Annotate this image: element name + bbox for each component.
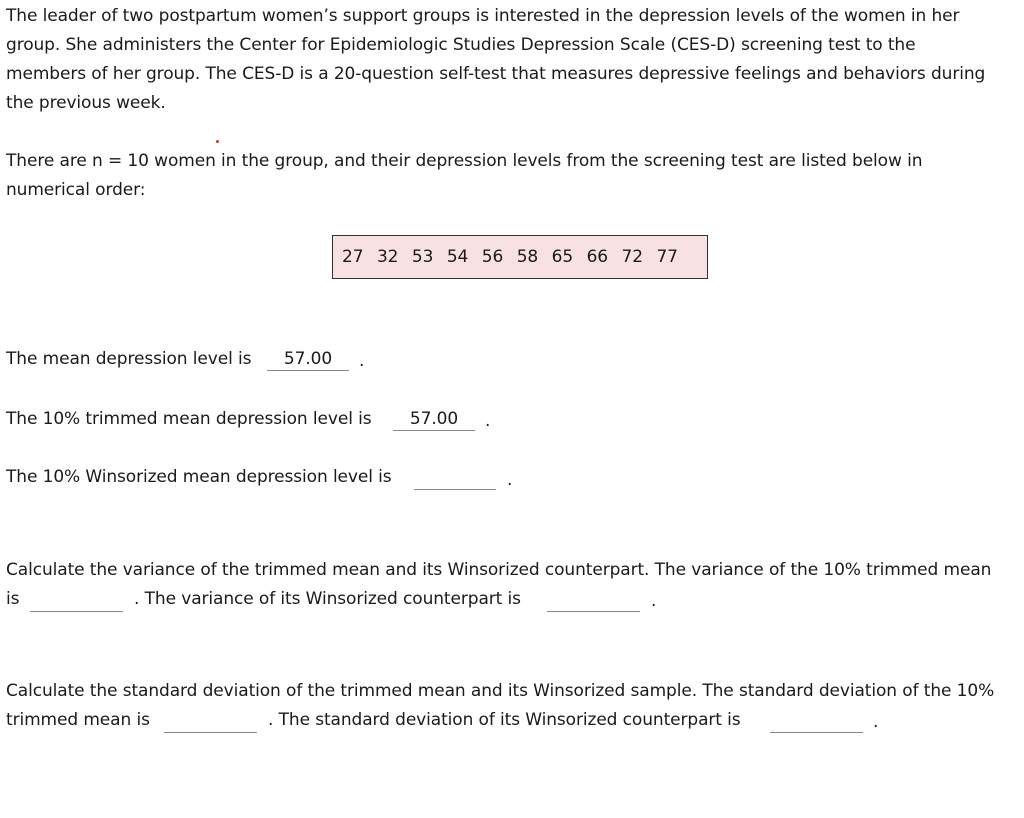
winsorized-mean-answer-field[interactable] — [414, 466, 496, 490]
data-value: 54 — [446, 247, 469, 267]
intro-line-1: The leader of two postpartum women’s support groups is interested in the depression levels of the women in her — [6, 6, 960, 26]
variance-question-line: Calculate the variance of the trimmed mean and its Winsorized counterpart. The variance of the 10% trimmed mean — [6, 560, 992, 580]
variance-period: . — [651, 591, 657, 611]
sd-question-line: Calculate the standard deviation of the trimmed mean and its Winsorized sample. The standard deviation of the 10% — [6, 681, 995, 701]
data-value: 72 — [621, 247, 643, 267]
data-value: 58 — [516, 247, 539, 267]
data-value: 56 — [481, 247, 504, 267]
variance-is-label: is — [6, 589, 20, 609]
intro-line-3: members of her group. The CES-D is a 20-question self-test that measures depressive feelings and behaviors during — [6, 64, 986, 84]
sample-line-1: There are n = 10 women in the group, and their depression levels from the screening test are listed below in — [6, 151, 923, 171]
data-value: 53 — [411, 247, 434, 267]
data-value: 32 — [376, 247, 399, 267]
mean-period: . — [359, 351, 365, 371]
data-value: 66 — [586, 247, 608, 267]
sd-trimmed-answer-field[interactable] — [164, 709, 257, 733]
mean-answer-field[interactable]: 57.00 — [267, 347, 349, 371]
intro-line-2: group. She administers the Center for Epidemiologic Studies Depression Scale (CES-D) screening test to the — [6, 35, 916, 55]
variance-winsorized-answer-field[interactable] — [547, 588, 640, 612]
data-value: 27 — [342, 247, 364, 267]
variance-trimmed-answer-field[interactable] — [30, 588, 123, 612]
trimmed-mean-label: The 10% trimmed mean depression level is — [6, 409, 372, 429]
variance-winsorized-label: . The variance of its Winsorized counterpart is — [134, 589, 521, 609]
sd-trimmed-label: trimmed mean is — [6, 710, 150, 730]
trimmed-mean-period: . — [485, 411, 491, 431]
sd-winsorized-answer-field[interactable] — [770, 709, 863, 733]
data-value: 77 — [656, 247, 678, 267]
red-dot-mark — [216, 140, 219, 143]
winsorized-mean-label: The 10% Winsorized mean depression level is — [6, 467, 392, 487]
sd-winsorized-label: . The standard deviation of its Winsorized counterpart is — [268, 710, 741, 730]
winsorized-mean-period: . — [507, 470, 513, 490]
sd-period: . — [873, 712, 879, 732]
intro-line-4: the previous week. — [6, 93, 166, 113]
data-values-box — [332, 235, 708, 279]
data-value: 65 — [551, 247, 574, 267]
sample-line-2: numerical order: — [6, 180, 146, 200]
trimmed-mean-answer-field[interactable]: 57.00 — [393, 407, 475, 431]
mean-label: The mean depression level is — [6, 349, 252, 369]
